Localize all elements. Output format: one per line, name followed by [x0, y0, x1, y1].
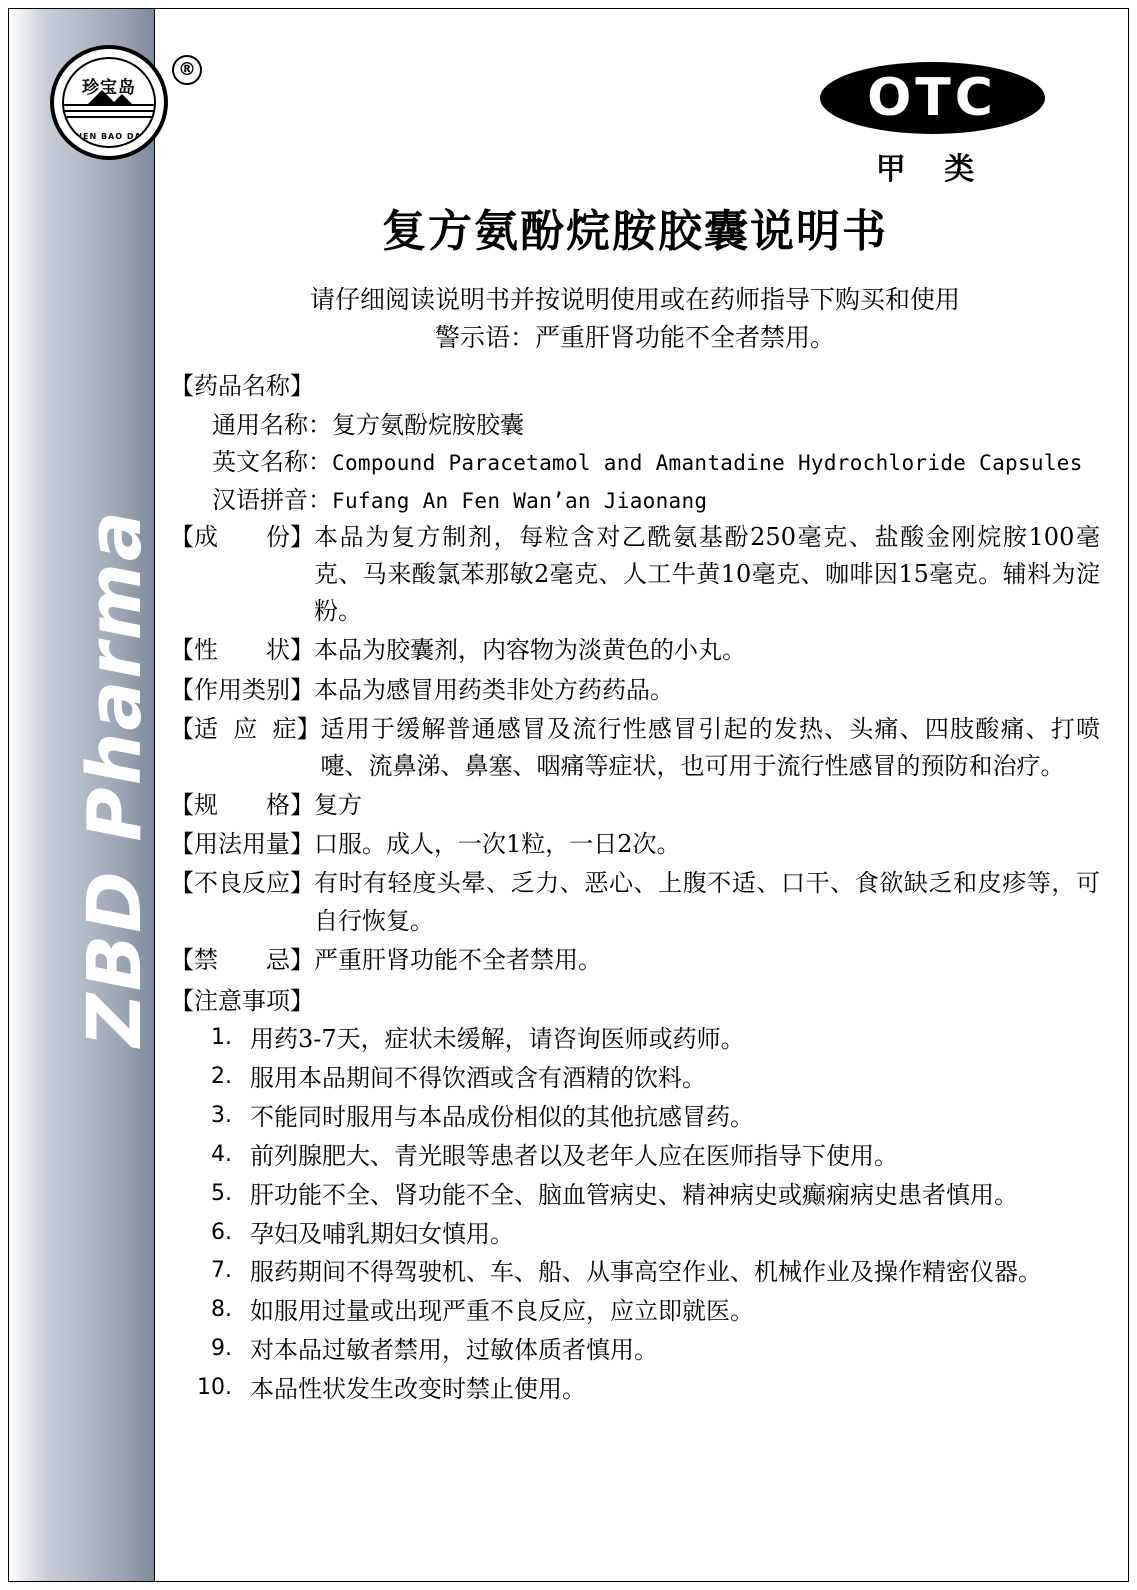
list-item [170, 1370, 1100, 1409]
section-spec-label: 【规 格】 [170, 791, 314, 820]
list-item [170, 1253, 1100, 1292]
company-logo [50, 45, 200, 160]
otc-mark-block [817, 62, 1047, 188]
list-item [170, 1331, 1100, 1370]
otc-badge: OTC [820, 62, 1045, 134]
list-item-number: 4. [211, 1141, 232, 1167]
pinyin-name-line [212, 482, 1100, 519]
section-properties-text: 本品为胶囊剂，内容物为淡黄色的小丸。 [314, 636, 746, 665]
otc-class-label: 甲 类 [875, 152, 989, 187]
section-properties-label: 【性 状】 [170, 636, 314, 665]
registered-trademark-icon: ® [172, 55, 202, 85]
list-item-text: 如服用过量或出现严重不良反应，应立即就医。 [250, 1297, 754, 1326]
document-warning: 警示语：严重肝肾功能不全者禁用。 [434, 322, 835, 352]
precautions-list [170, 1020, 1100, 1409]
english-name-value: Compound Paracetamol and Amantadine Hydrochloride Capsules [332, 451, 1083, 476]
list-item-number: 9. [211, 1336, 232, 1362]
list-item [170, 1098, 1100, 1137]
section-dosage-label: 【用法用量】 [170, 830, 314, 859]
section-indications-text: 适用于缓解普通感冒及流行性感冒引起的发热、头痛、四肢酸痛、打喷嚏、流鼻涕、鼻塞、咽痛等症状，也可用于流行性感冒的预防和治疗。 [320, 714, 1100, 780]
generic-name-value: 复方氨酚烷胺胶囊 [332, 411, 524, 440]
section-contraindications-label: 【禁 忌】 [170, 945, 314, 974]
section-properties [170, 632, 1100, 669]
section-spec [170, 787, 1100, 824]
list-item-text: 对本品过敏者禁用，过敏体质者慎用。 [250, 1336, 658, 1365]
list-item [170, 1020, 1100, 1059]
list-item-text: 服用本品期间不得饮酒或含有酒精的饮料。 [250, 1064, 706, 1093]
page-title: 复方氨酚烷胺胶囊说明书 [382, 206, 888, 257]
section-dosage-text: 口服。成人，一次1粒，一日2次。 [314, 830, 681, 859]
section-spec-text: 复方 [314, 791, 362, 820]
pinyin-name-value: Fufang An Fen Wan’an Jiaonang [332, 488, 708, 513]
section-adverse-reactions [170, 865, 1100, 939]
watermark-text: ZBD Pharma [72, 509, 158, 1047]
list-item [170, 1137, 1100, 1176]
list-item-text: 前列腺肥大、青光眼等患者以及老年人应在医师指导下使用。 [250, 1141, 898, 1170]
list-item-text: 用药3-7天，症状未缓解，请咨询医师或药师。 [250, 1025, 745, 1054]
section-contraindications [170, 942, 1100, 979]
list-item-number: 8. [211, 1297, 232, 1323]
list-item [170, 1215, 1100, 1254]
section-drug-name [170, 368, 1100, 405]
list-item-number: 10. [197, 1375, 232, 1401]
list-item-number: 1. [211, 1025, 232, 1051]
list-item-text: 服药期间不得驾驶机、车、船、从事高空作业、机械作业及操作精密仪器。 [250, 1258, 1042, 1287]
pinyin-name-label: 汉语拼音： [212, 485, 332, 514]
generic-name-line [212, 407, 1100, 444]
section-category-label: 【作用类别】 [170, 675, 314, 704]
english-name-label: 英文名称： [212, 448, 332, 477]
list-item-number: 3. [211, 1102, 232, 1128]
leaflet-content [170, 195, 1100, 1409]
list-item [170, 1292, 1100, 1331]
section-ingredients-label: 【成 份】 [170, 522, 314, 551]
list-item [170, 1176, 1100, 1215]
section-drug-name-label: 【药品名称】 [170, 372, 314, 400]
section-ingredients-text: 本品为复方制剂，每粒含对乙酰氨基酚250毫克、盐酸金刚烷胺100毫克、马来酸氯苯那敏2毫克、人工牛黄10毫克、咖啡因15毫克。辅料为淀粉。 [314, 522, 1100, 626]
list-item-number: 7. [211, 1258, 232, 1284]
logo-brand-cn: 珍宝岛 [82, 78, 136, 98]
list-item-number: 5. [211, 1180, 232, 1206]
section-indications-label: 【适 应 症】 [170, 714, 321, 743]
list-item-text: 本品性状发生改变时禁止使用。 [250, 1375, 586, 1404]
wave-icon [64, 104, 154, 126]
section-contraindications-text: 严重肝肾功能不全者禁用。 [314, 945, 602, 974]
list-item-text: 肝功能不全、肾功能不全、脑血管病史、精神病史或癫痫病史患者慎用。 [250, 1180, 1018, 1209]
section-ingredients [170, 519, 1100, 631]
section-indications [170, 711, 1100, 785]
document-subtitle: 请仔细阅读说明书并按说明使用或在药师指导下购买和使用 [309, 285, 960, 314]
list-item-number: 6. [211, 1219, 232, 1245]
generic-name-label: 通用名称： [212, 411, 332, 440]
logo-brand-pinyin: ZHEN BAO DAO [68, 132, 150, 141]
list-item-text: 不能同时服用与本品成份相似的其他抗感冒药。 [250, 1102, 754, 1131]
section-adverse-reactions-text: 有时有轻度头晕、乏力、恶心、上腹不适、口干、食欲缺乏和皮疹等，可自行恢复。 [314, 869, 1100, 935]
list-item-text: 孕妇及哺乳期妇女慎用。 [250, 1219, 514, 1248]
section-adverse-reactions-label: 【不良反应】 [170, 869, 314, 898]
section-dosage [170, 826, 1100, 863]
list-item [170, 1059, 1100, 1098]
list-item-number: 2. [211, 1064, 232, 1090]
english-name-line [212, 444, 1100, 481]
section-category-text: 本品为感冒用药类非处方药药品。 [314, 675, 674, 704]
logo-inner-ellipse [62, 57, 156, 148]
section-precautions-label: 【注意事项】 [170, 987, 314, 1015]
section-category [170, 672, 1100, 709]
